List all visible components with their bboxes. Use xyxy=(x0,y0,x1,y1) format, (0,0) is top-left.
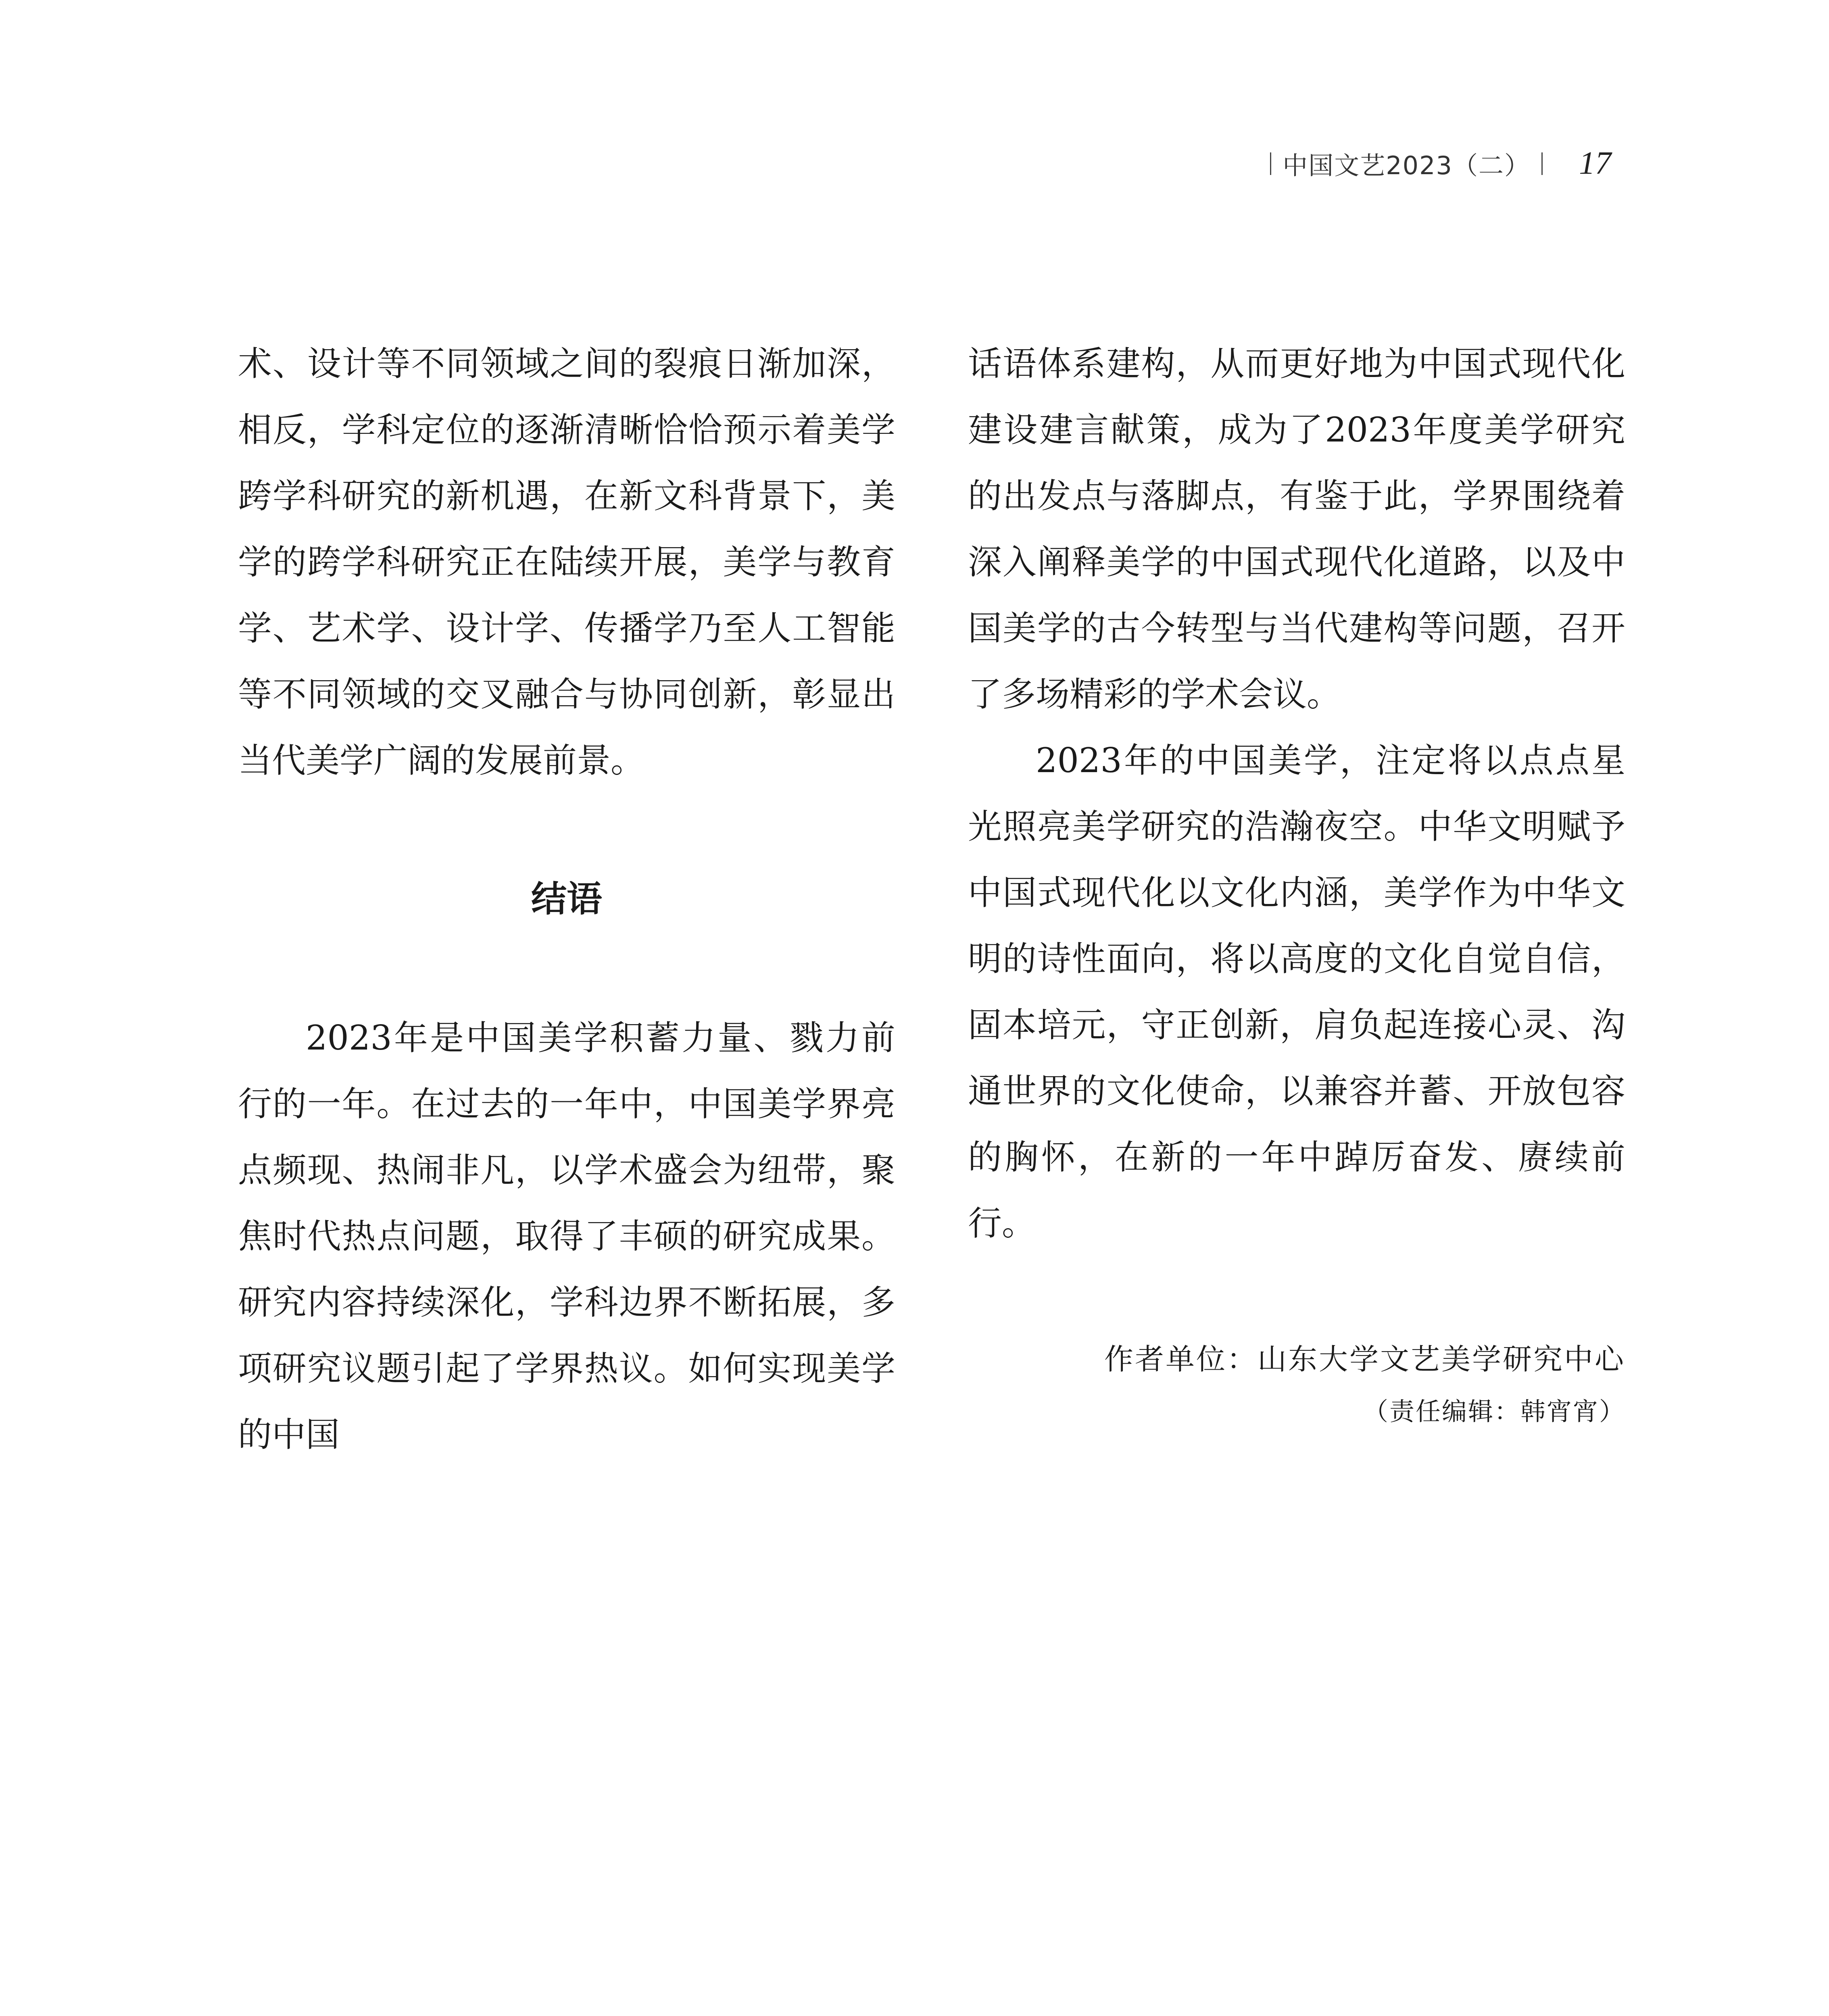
left-paragraph-continued: 术、设计等不同领域之间的裂痕日渐加深，相反，学科定位的逐渐清晰恰恰预示着美学跨学科研究的新机遇，在新文科背景下，美学的跨学科研究正在陆续开展，美学与教育学、艺术学、设计学、传播学乃至人工智能等不同领域的交叉融合与协同创新，彰显出当代美学广阔的发展前景。 xyxy=(238,344,895,780)
right-column xyxy=(968,331,1625,1434)
divider-left xyxy=(1270,152,1271,175)
journal-title: 中国文艺2023（二） xyxy=(1283,151,1530,180)
page-number: 17 xyxy=(1579,146,1611,181)
responsible-editor: （责任编辑：韩宵宵） xyxy=(1363,1397,1625,1426)
author-affiliation: 作者单位：山东大学文艺美学研究中心 xyxy=(1104,1342,1625,1376)
running-head xyxy=(1259,145,1611,182)
right-paragraph-closing: 2023年的中国美学，注定将以点点星光照亮美学研究的浩瀚夜空。中华文明赋予中国式现代化以文化内涵，美学作为中华文明的诗性面向，将以高度的文化自觉自信，固本培元，守正创新，肩负起连接心灵、沟通世界的文化使命，以兼容并蓄、开放包容的胸怀，在新的一年中踔厉奋发、赓续前行。 xyxy=(968,741,1625,1243)
section-heading: 结语 xyxy=(531,878,602,920)
left-column xyxy=(238,331,895,1468)
left-paragraph-conclusion: 2023年是中国美学积蓄力量、戮力前行的一年。在过去的一年中，中国美学界亮点频现、热闹非凡，以学术盛会为纽带，聚焦时代热点问题，取得了丰硕的研究成果。研究内容持续深化，学科边界不断拓展，多项研究议题引起了学界热议。如何实现美学的中国 xyxy=(238,1018,895,1454)
divider-right xyxy=(1541,152,1543,175)
right-paragraph-continued: 话语体系建构，从而更好地为中国式现代化建设建言献策，成为了2023年度美学研究的出发点与落脚点，有鉴于此，学界围绕着深入阐释美学的中国式现代化道路，以及中国美学的古今转型与当代建构等问题，召开了多场精彩的学术会议。 xyxy=(968,344,1625,714)
